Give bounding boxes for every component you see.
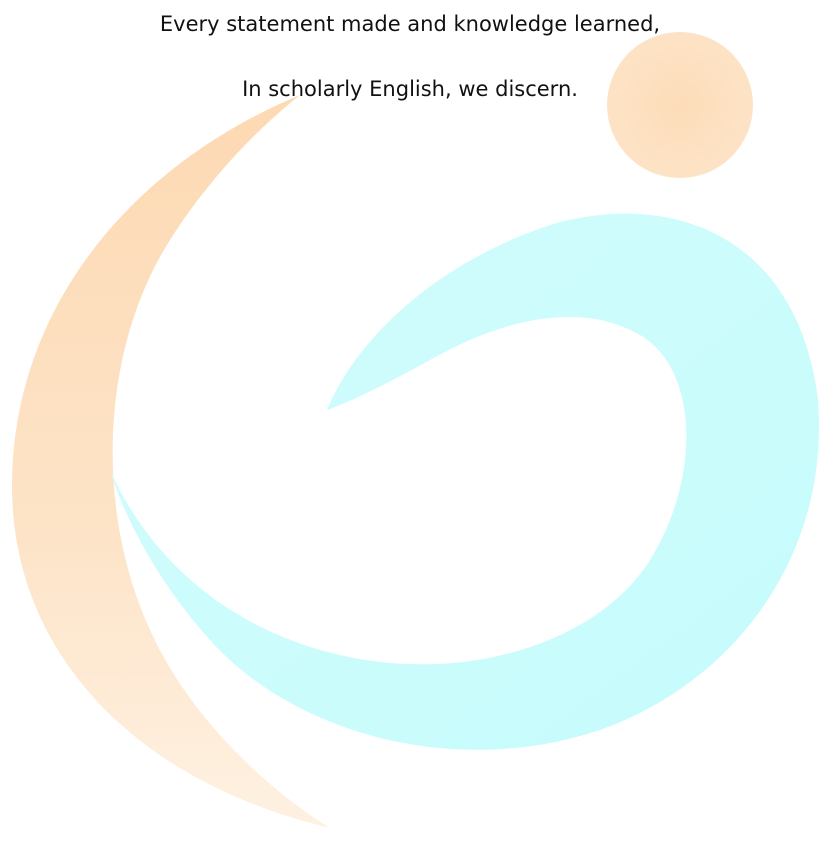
orange-dot: [607, 32, 753, 178]
orange-arc: [12, 95, 330, 828]
verse-line-1: Every statement made and knowledge learned,: [159, 12, 661, 36]
cyan-swoosh: [110, 214, 819, 750]
verse-line-2: In scholarly English, we discern.: [242, 77, 578, 101]
